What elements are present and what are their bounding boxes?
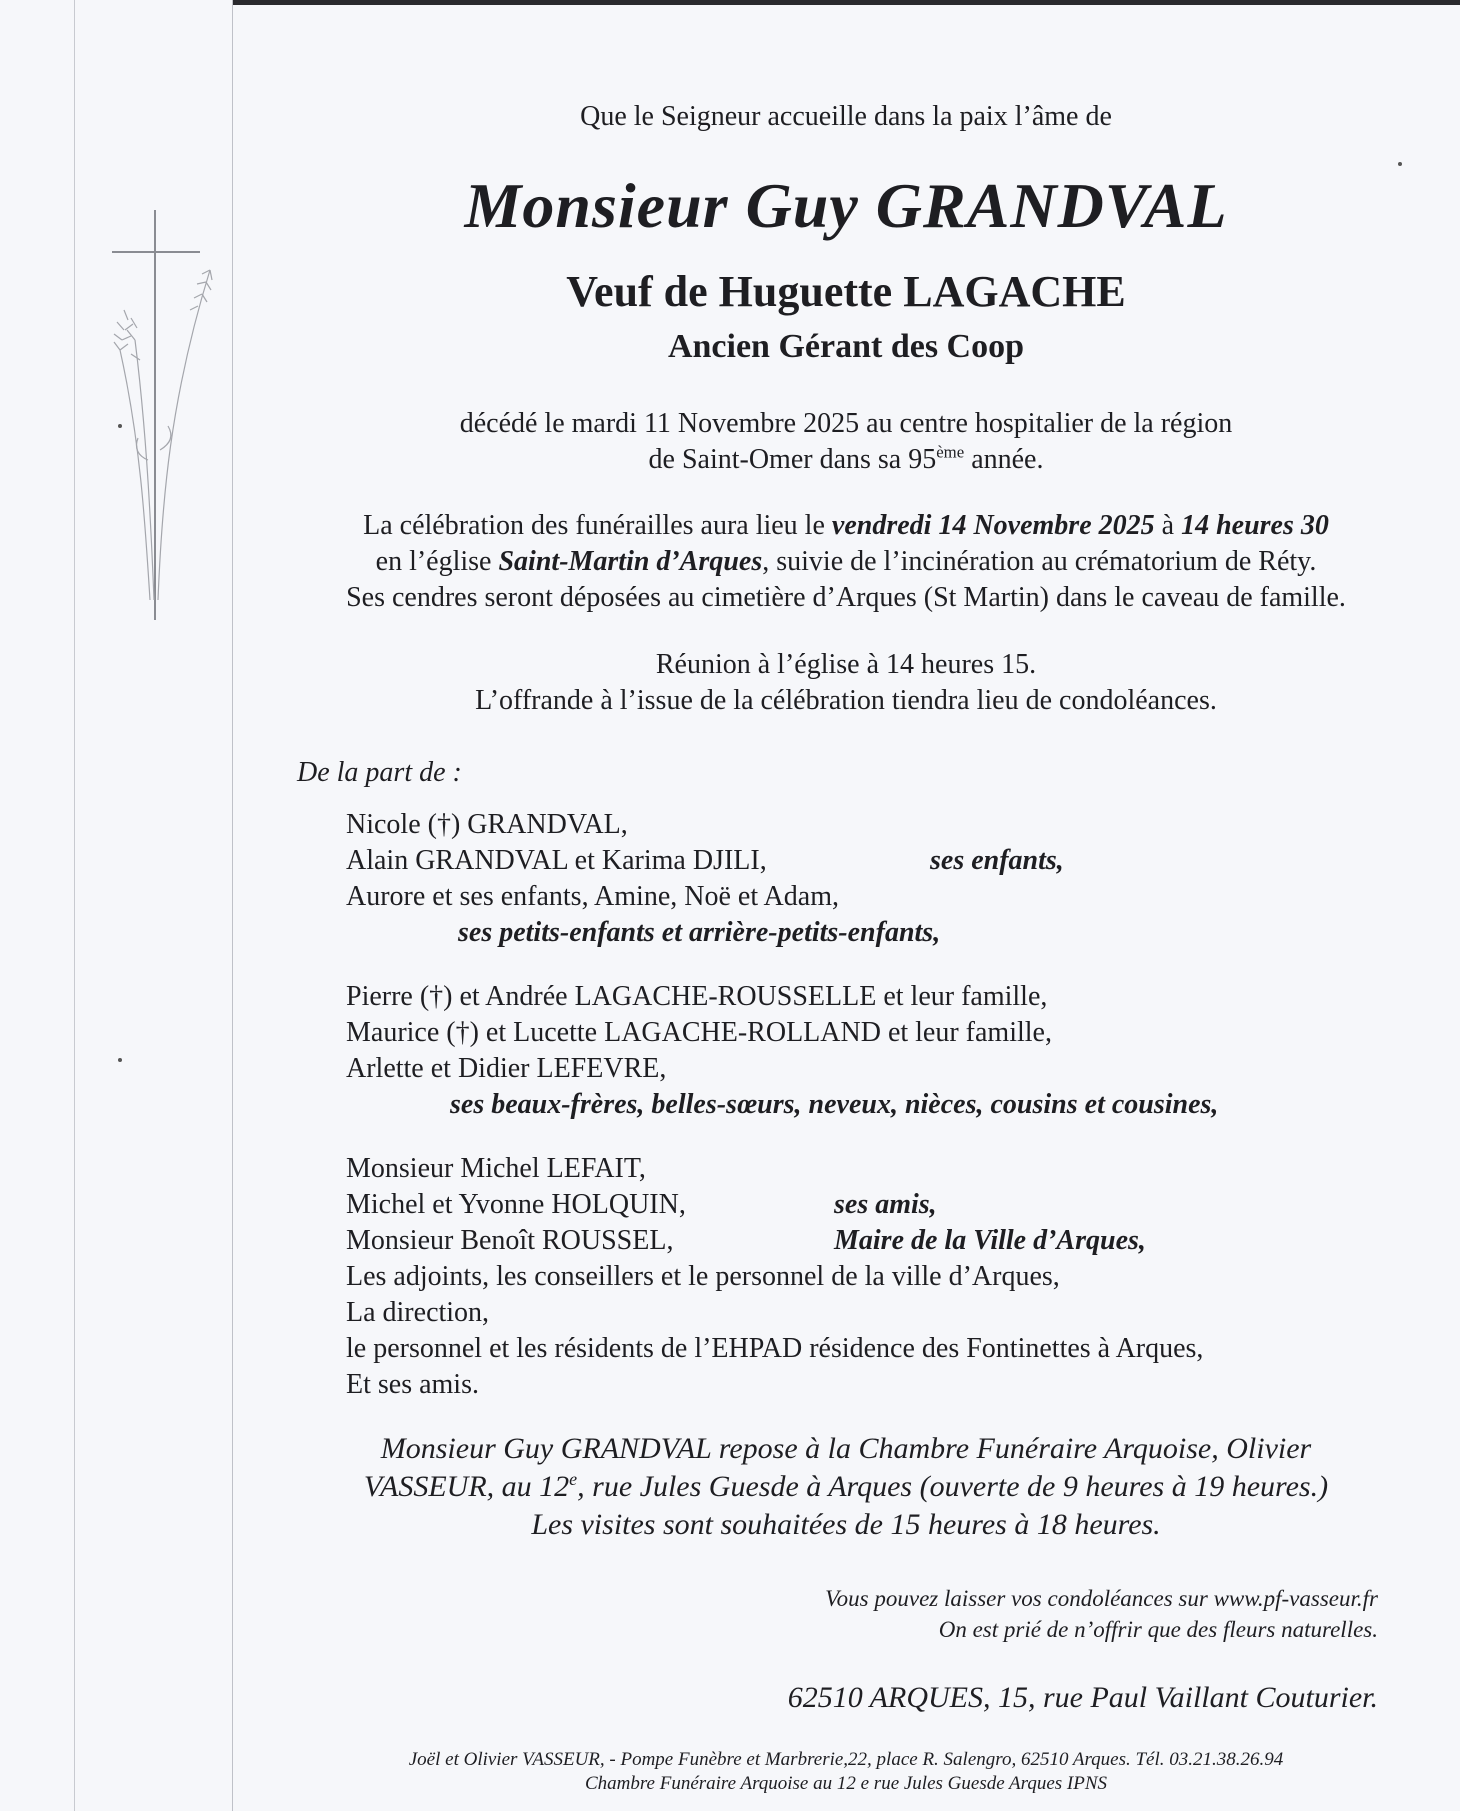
deceased-name: Monsieur Guy GRANDVAL [464,170,1228,241]
relation-label: ses amis, [834,1189,937,1220]
ordinal-suffix: ème [936,442,965,462]
death-line-2 [232,443,1460,477]
friend-line: le personnel et les résidents de l’EHPAD résidence des Fontinettes à Arques, [346,1333,1204,1364]
rest-text: , rue Jules Guesde à Arques (ouverte de 9 heures à 19 heures.) [577,1470,1329,1503]
ordinal-suffix: e [569,1469,578,1489]
friend-line: Michel et Yvonne HOLQUIN, [346,1189,686,1220]
church-text: , suivie de l’incinération au crématorium de Réty. [762,546,1317,577]
relation-label: ses enfants, [930,845,1064,876]
offering-line: L’offrande à l’issue de la célébration tiendra lieu de condoléances. [475,685,1217,716]
church-name: Saint-Martin d’Arques [498,546,763,577]
rest-line-1: Monsieur Guy GRANDVAL repose à la Chambre Funéraire Arquoise, Olivier [380,1432,1312,1465]
relation-label: ses beaux-frères, belles-sœurs, neveux, nièces, cousins et cousines, [450,1089,1219,1120]
family-line: Aurore et ses enfants, Amine, Noë et Adam, [346,881,839,912]
footer-line-2: Chambre Funéraire Arquoise au 12 e rue Jules Guesde Arques IPNS [584,1773,1108,1794]
friend-line: Les adjoints, les conseillers et le personnel de la ville d’Arques, [346,1261,1060,1292]
funeral-date: vendredi 14 Novembre 2025 [831,510,1155,541]
condolences-line-1: Vous pouvez laisser vos condoléances sur www.pf-vasseur.fr [825,1586,1378,1611]
church-text: en l’église [375,546,499,577]
margin-rule [74,0,75,1811]
relation-label: Maire de la Ville d’Arques, [834,1225,1146,1256]
family-line: Pierre (†) et Andrée LAGACHE-ROUSSELLE et leur famille, [346,981,1048,1012]
church-line [232,545,1460,579]
rest-line-2 [232,1470,1460,1504]
meeting-line: Réunion à l’église à 14 heures 15. [655,649,1037,680]
relation-label: ses petits-enfants et arrière-petits-enfants, [458,917,941,948]
speck [118,424,122,428]
rest-line-3: Les visites sont souhaitées de 15 heures à 18 heures. [531,1508,1161,1541]
widower-line: Veuf de Huguette LAGACHE [566,267,1126,316]
friend-line: La direction, [346,1297,490,1328]
funeral-home-address: 62510 ARQUES, 15, rue Paul Vaillant Couturier. [787,1681,1378,1714]
funeral-text: La célébration des funérailles aura lieu le [363,510,832,541]
top-border [232,0,1460,5]
family-line: Maurice (†) et Lucette LAGACHE-ROLLAND et leur famille, [346,1017,1052,1048]
condolences-line-2: On est prié de n’offrir que des fleurs naturelles. [938,1617,1378,1642]
family-line: Arlette et Didier LEFEVRE, [346,1053,667,1084]
death-line-1: décédé le mardi 11 Novembre 2025 au centre hospitalier de la région [459,408,1233,439]
funeral-text: à [1154,510,1182,541]
friend-line: Et ses amis. [346,1369,479,1400]
friend-line: Monsieur Michel LEFAIT, [346,1153,646,1184]
death-line-2-b: année. [964,444,1044,475]
speck [1398,162,1402,166]
from-heading: De la part de : [297,757,462,788]
funeral-line [232,509,1460,543]
ashes-line: Ses cendres seront déposées au cimetière d’Arques (St Martin) dans le caveau de famille. [346,582,1346,613]
footer-line-1: Joël et Olivier VASSEUR, - Pompe Funèbre et Marbrerie,22, place R. Salengro, 62510 Arques. Tél. 03.21.38.26.94 [408,1749,1284,1770]
friend-line: Monsieur Benoît ROUSSEL, [346,1225,674,1256]
rest-text: VASSEUR, au 12 [363,1470,570,1503]
occupation-line: Ancien Gérant des Coop [667,328,1025,365]
death-line-2-a: de Saint-Omer dans sa 95 [648,444,937,475]
cross-wheat-icon [100,200,230,630]
speck [118,1058,122,1062]
intro-line: Que le Seigneur accueille dans la paix l’âme de [580,101,1112,132]
funeral-time: 14 heures 30 [1181,510,1329,541]
family-line: Alain GRANDVAL et Karima DJILI, [346,845,767,876]
family-line: Nicole (†) GRANDVAL, [346,809,628,840]
